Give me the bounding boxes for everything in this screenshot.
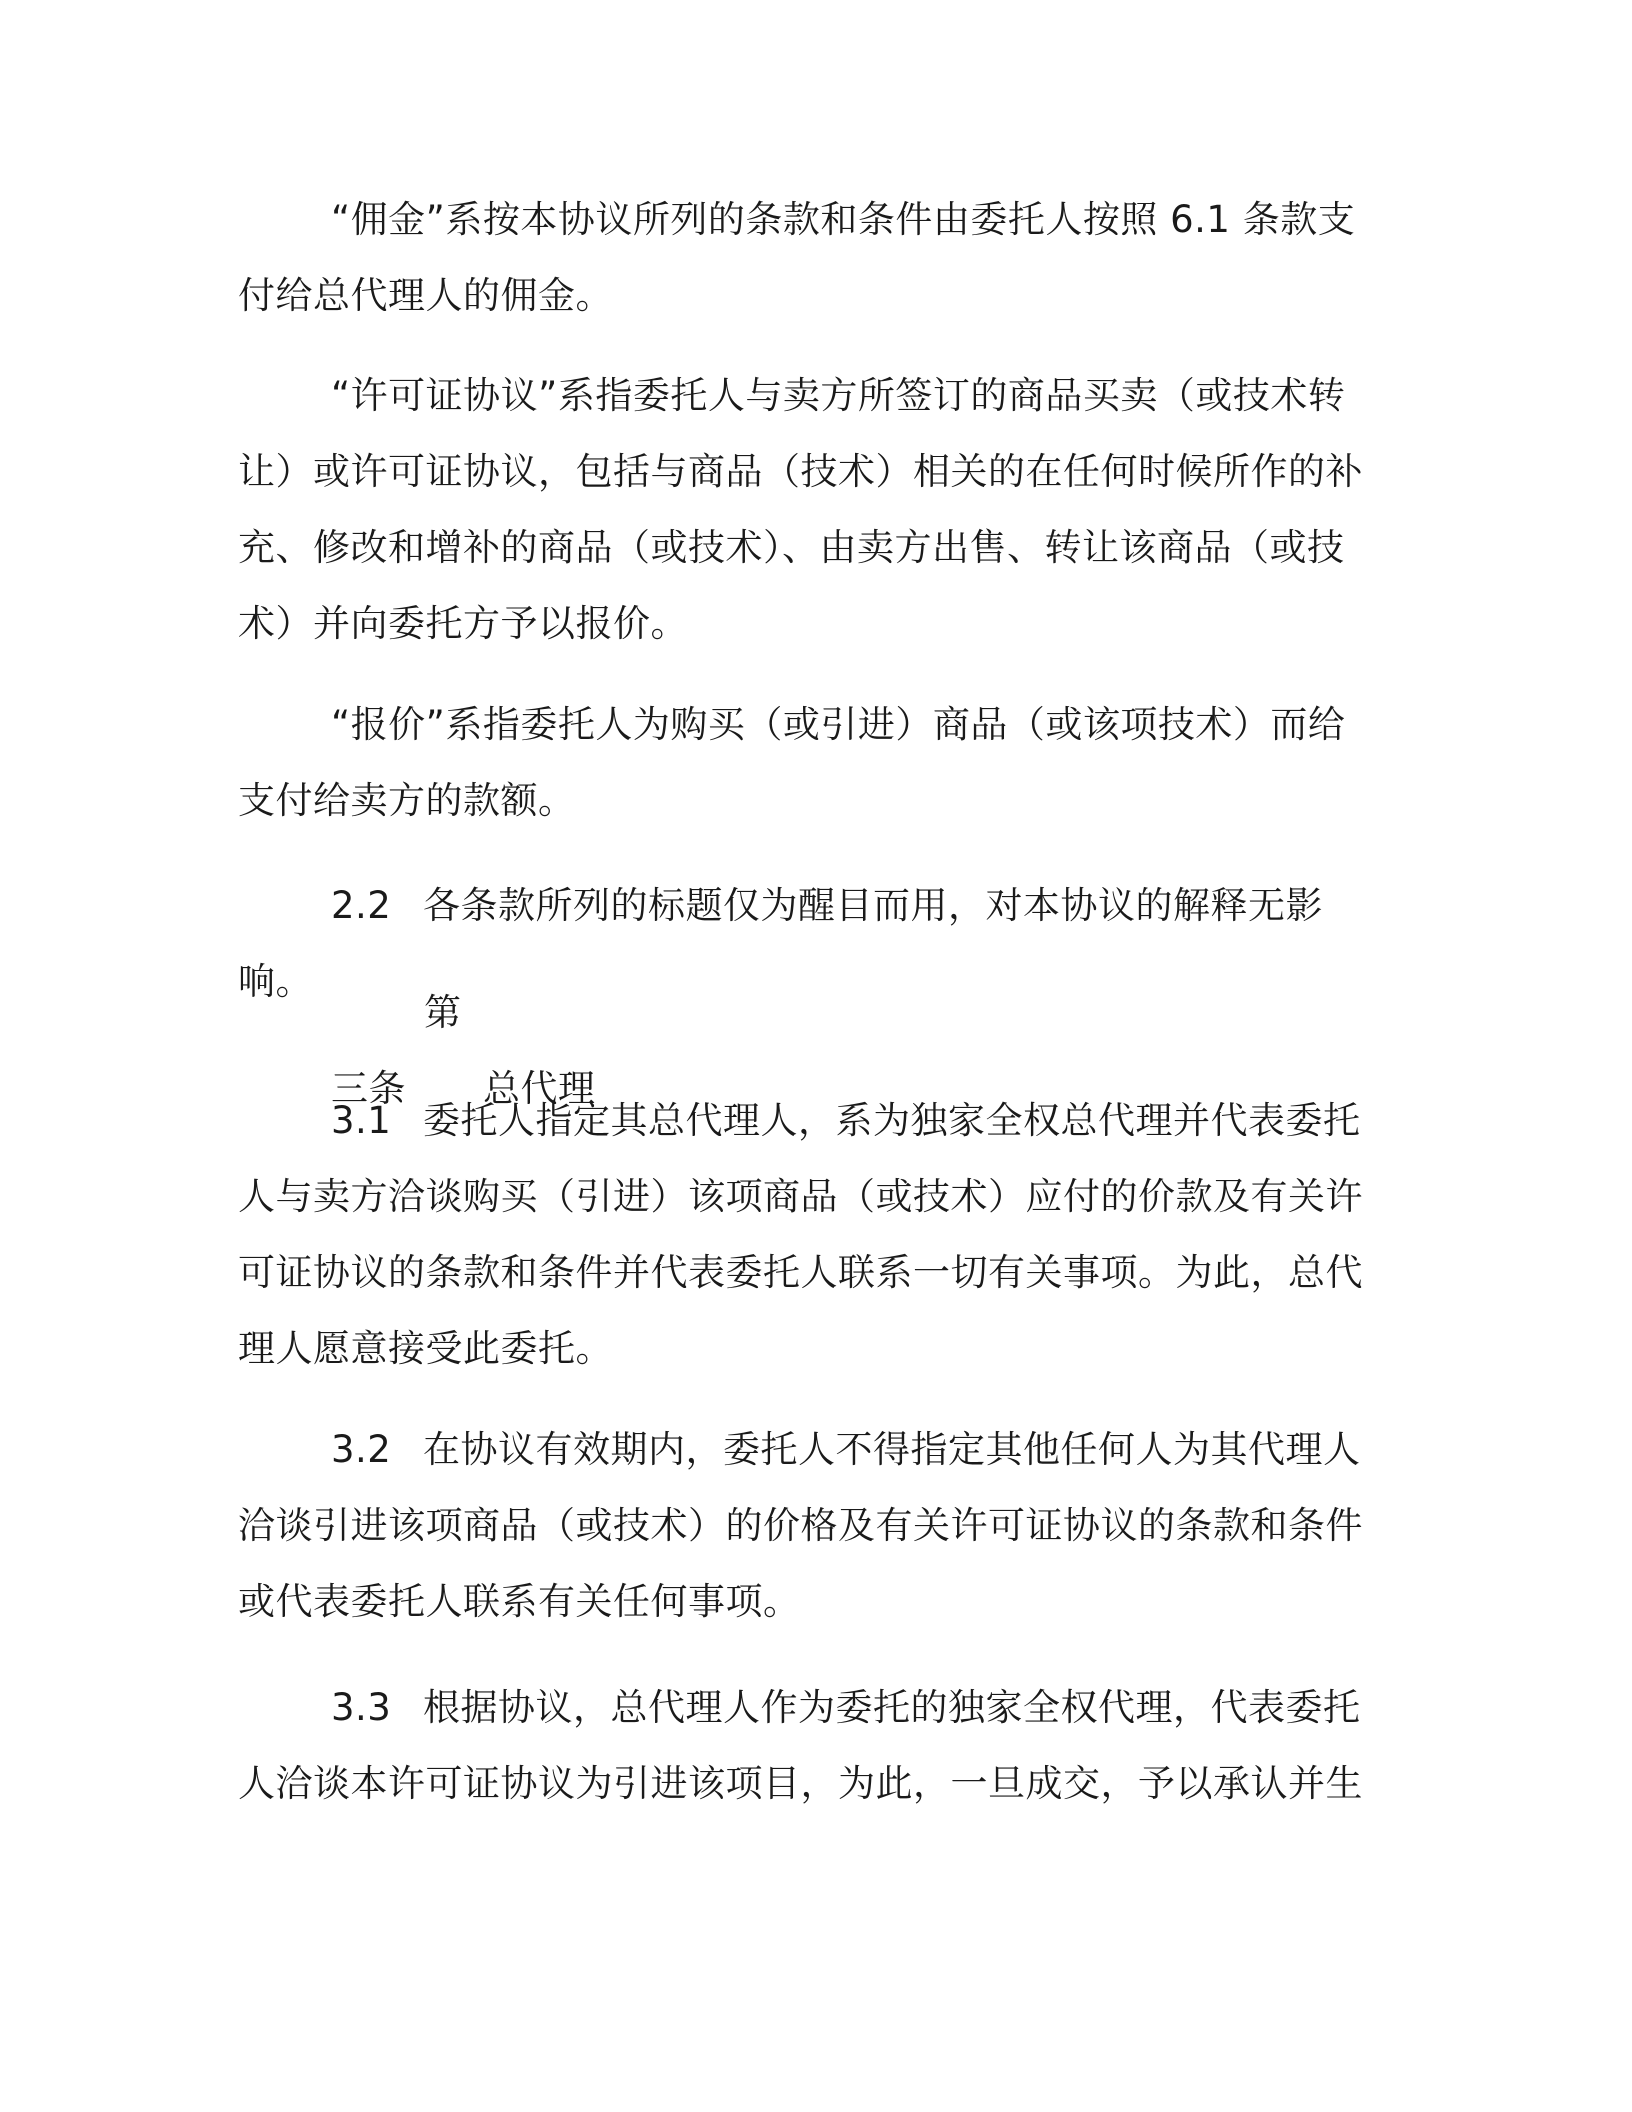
clause-3-3-paragraph — [238, 1670, 1368, 1822]
clause-text: 各条款所列的标题仅为醒目而用，对本协议的解释无影响。 — [238, 884, 1323, 1003]
clause-3-1-paragraph — [238, 1083, 1368, 1387]
license-agreement-definition-paragraph: “许可证协议”系指委托人与卖方所签订的商品买卖（或技术转让）或许可证协议，包括与商品（技术）相关的在任何时候所作的补充、修改和增补的商品（或技术）、由卖方出售、转让该商品（或技术）并向委托方予以报价。 — [238, 374, 1363, 645]
clause-number: 3.2 — [331, 1428, 392, 1471]
clause-3-2-paragraph — [238, 1412, 1368, 1640]
commission-definition-paragraph: “佣金”系按本协议所列的条款和条件由委托人按照 6.1 条款支付给总代理人的佣金。 — [238, 198, 1356, 317]
clause-number: 3.3 — [331, 1686, 392, 1729]
article-label: 第三条 — [331, 991, 462, 1110]
clause-text: 根据协议，总代理人作为委托的独家全权代理，代表委托人洽谈本许可证协议为引进该项目，为此，一旦成交，予以承认并生 — [238, 1686, 1363, 1805]
clause-number: 2.2 — [331, 884, 392, 927]
clause-text: 在协议有效期内，委托人不得指定其他任何人为其代理人洽谈引进该项商品（或技术）的价格及有关许可证协议的条款和条件或代表委托人联系有关任何事项。 — [238, 1428, 1363, 1623]
clause-text: 委托人指定其总代理人，系为独家全权总代理并代表委托人与卖方洽谈购买（引进）该项商品（或技术）应付的价款及有关许可证协议的条款和条件并代表委托人联系一切有关事项。为此，总代理人愿意接受此委托。 — [238, 1099, 1363, 1370]
article-title: 总代理 — [483, 1067, 596, 1110]
clause-number: 3.1 — [331, 1099, 392, 1142]
quotation-definition-paragraph: “报价”系指委托人为购买（或引进）商品（或该项技术）而给支付给卖方的款额。 — [238, 703, 1346, 822]
